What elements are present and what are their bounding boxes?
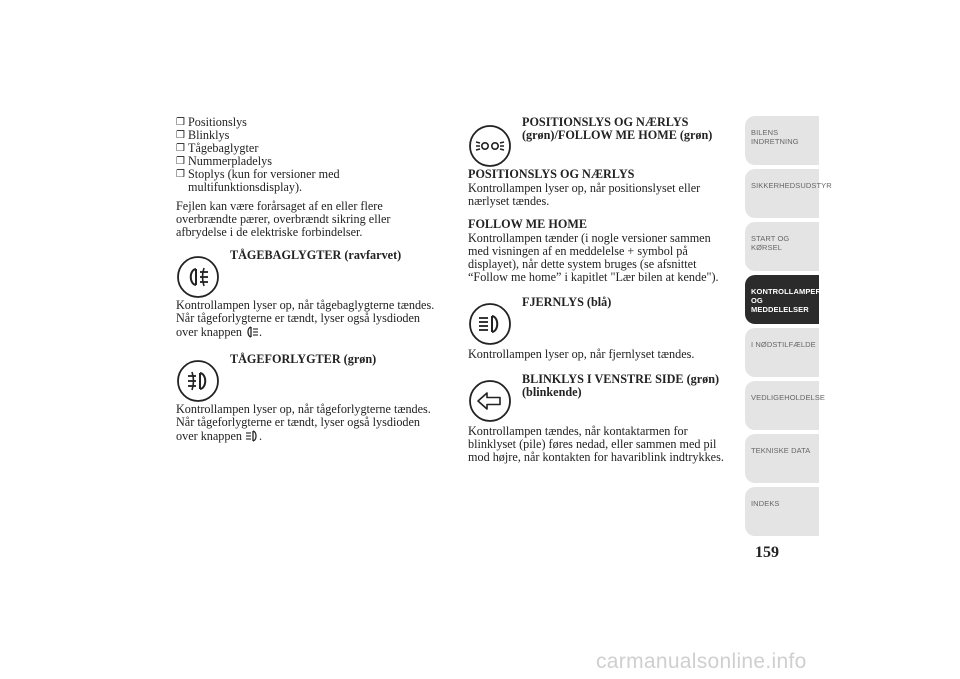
position-text: Kontrollampen lyser op, når positionslyset eller nærlyset tændes. [468,181,701,208]
left-column [176,116,438,443]
bullet-item: ❒ Positionslys [176,115,247,129]
high-beam-block [468,294,730,344]
front-fog-text: Kontrollampen lyser op, når tågeforlygterne tændes. Når tågeforlygterne er tændt, lyser også lysdioden over knappen . [176,402,431,443]
follow-me-home-header: FOLLOW ME HOME [468,217,587,231]
tab-vedligeholdelse[interactable]: VEDLIGEHOLDELSE [745,381,819,430]
tab-bilens-indretning[interactable]: BILENS INDRETNING [745,116,819,165]
bullet-continuation: multifunktionsdisplay). [188,180,303,194]
front-fog-button-icon [245,429,259,443]
left-turn-block [468,371,730,421]
watermark: carmanualsonline.info [596,650,807,673]
chapter-tabs [745,116,832,540]
position-header: POSITIONSLYS OG NÆRLYS [468,167,635,181]
rear-fog-text: Kontrollampen lyser op, når tågebaglygterne tændes. Når tågeforlygterne er tændt, lyser også lysdioden over knappen . [176,298,435,339]
high-beam-text: Kontrollampen lyser op, når fjernlyset tændes. [468,347,695,361]
tab-sikkerhedsudstyr[interactable]: SIKKERHEDSUDSTYR [745,169,819,218]
rear-fog-block [176,247,438,297]
front-fog-block [176,351,438,401]
front-fog-lamp-icon [176,359,220,403]
rear-fog-button-icon [245,325,259,339]
left-turn-title: BLINKLYS I VENSTRE SIDE (grøn) (blinkende) [522,372,720,399]
position-lights-icon [468,124,512,168]
bullet-item: ❒ Nummerpladelys [176,154,272,168]
page-number: 159 [755,544,779,561]
rear-fog-lamp-icon [176,255,220,299]
right-column [468,116,730,464]
fault-text: Fejlen kan være forårsaget af en eller flere overbrændte pærer, overbrændt sikring eller afbrydelse i de elektriske forbindelser. [176,199,391,239]
bullet-item: ❒ Tågebaglygter [176,141,259,155]
position-lights-title: POSITIONSLYS OG NÆRLYS (grøn)/FOLLOW ME HOME (grøn) [522,115,713,142]
position-lights-block [468,116,730,166]
bullet-item: ❒ Stoplys (kun for versioner med multifunktionsdisplay). [176,167,340,194]
tab-indeks[interactable]: INDEKS [745,487,819,536]
left-arrow-icon [468,379,512,423]
follow-me-home-text: Kontrollampen tænder (i nogle versioner sammen med visningen af en meddelelse + symbol på displayet), når dette system bruges (se afsnittet “Follow me home” i kapitlet "Lær bilen at kende"). [468,231,719,284]
rear-fog-title: TÅGEBAGLYGTER (ravfarvet) [230,248,402,262]
left-turn-text: Kontrollampen tændes, når kontaktarmen for blinklyset (pile) føres nedad, eller sammen med pil mod højre, når kontakten for havariblink indtrykkes. [468,424,724,464]
bullet-item: ❒ Blinklys [176,128,230,142]
tab-tekniske-data[interactable]: TEKNISKE DATA [745,434,819,483]
front-fog-title: TÅGEFORLYGTER (grøn) [230,352,377,366]
high-beam-title: FJERNLYS (blå) [522,295,612,309]
tab-i-nodstilfaelde[interactable]: I NØDSTILFÆLDE [745,328,819,377]
tab-start-og-korsel[interactable]: START OG KØRSEL [745,222,819,271]
high-beam-icon [468,302,512,346]
tab-kontrollamper[interactable]: KONTROLLAMPER OG MEDDELELSER [745,275,819,324]
